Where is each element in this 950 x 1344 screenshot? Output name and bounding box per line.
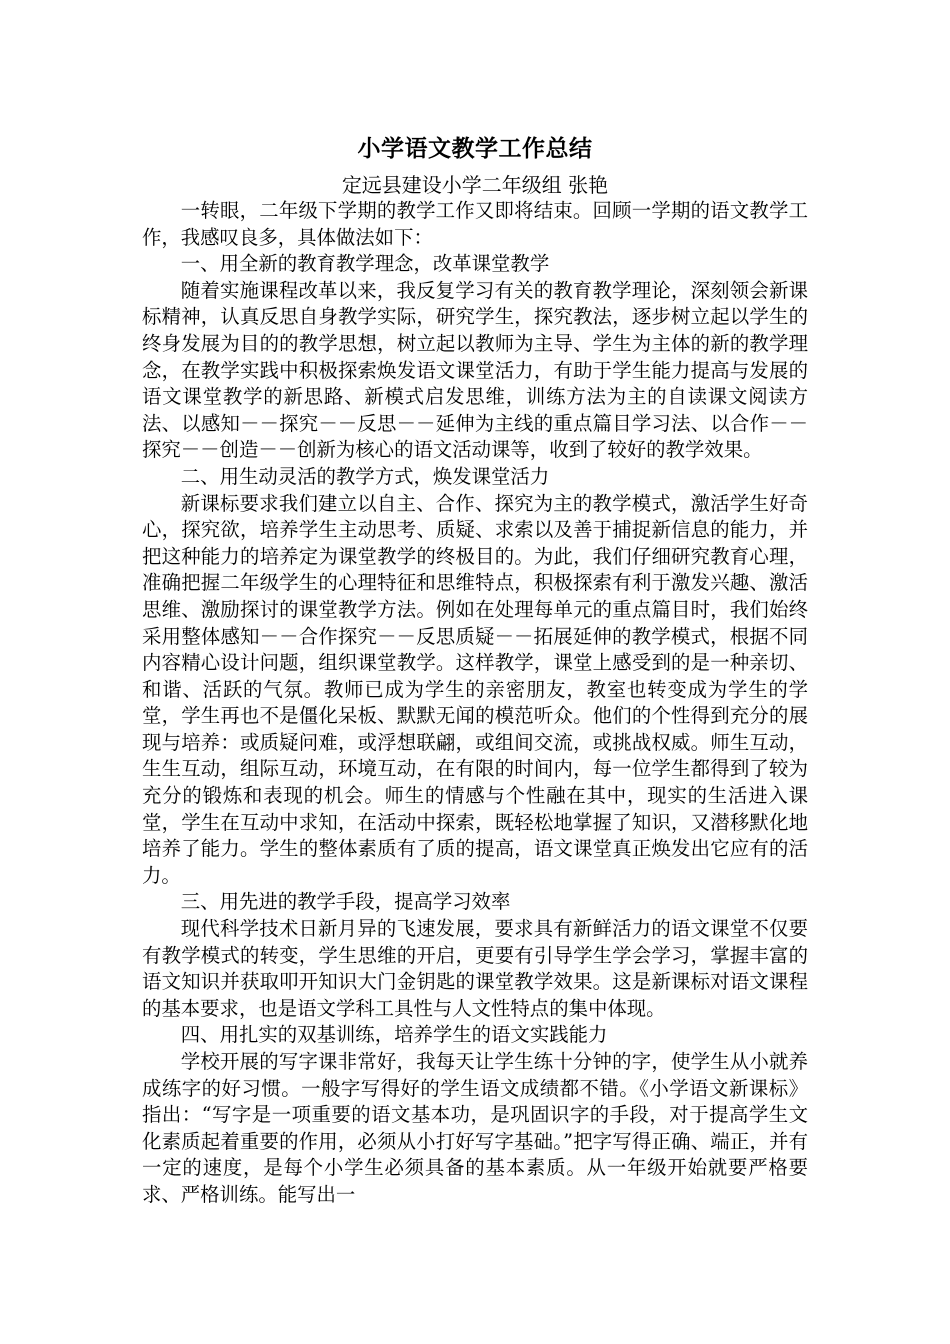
section-body-1: 随着实施课程改革以来，我反复学习有关的教育教学理论，深刻领会新课标精神，认真反思自身教学实际，研究学生，探究教法，逐步树立起以学生的终身发展为目的的教学思想，树立起以教师为主导、学生为主体的新的教学理念，在教学实践中积极探索焕发语文课堂活力，有助于学生能力提高与发展的语文课堂教学的新思路、新模式启发思维，训练方法为主的自读课文阅读方法、以感知－－探究－－反思－－延伸为主线的重点篇目学习法、以合作－－探究－－创造－－创新为核心的语文活动课等，收到了较好的教学效果。	[142, 278, 808, 462]
section-heading-1: 一、用全新的教育教学理念，改革课堂教学	[180, 252, 550, 276]
intro-paragraph: 一转眼，二年级下学期的教学工作又即将结束。回顾一学期的语文教学工作，我感叹良多，具体做法如下：	[142, 199, 808, 249]
section-heading-4: 四、用扎实的双基训练，培养学生的语文实践能力	[180, 1023, 608, 1047]
section-body-4: 学校开展的写字课非常好，我每天让学生练十分钟的字，使学生从小就养成练字的好习惯。一般字写得好的学生语文成绩都不错。《小学语文新课标》指出：“写字是一项重要的语文基本功，是巩固识字的手段，对于提高学生文化素质起着重要的作用，必须从小打好写字基础。”把字写得正确、端正，并有一定的速度，是每个小学生必须具备的基本素质。从一年级开始就要严格要求、严格训练。能写出一	[142, 1050, 808, 1206]
section-body-2: 新课标要求我们建立以自主、合作、探究为主的教学模式，激活学生好奇心，探究欲，培养学生主动思考、质疑、求索以及善于捕捉新信息的能力，并把这种能力的培养定为课堂教学的终极目的。为此，我们仔细研究教育心理，准确把握二年级学生的心理特征和思维特点，积极探索有利于激发兴趣、激活思维、激励探讨的课堂教学方法。例如在处理每单元的重点篇目时，我们始终采用整体感知－－合作探究－－反思质疑－－拓展延伸的教学模式，根据不同内容精心设计问题，组织课堂教学。这样教学，课堂上感受到的是一种亲切、和谐、活跃的气氛。教师已成为学生的亲密朋友，教室也转变成为学生的学堂，学生再也不是僵化呆板、默默无闻的模范听众。他们的个性得到充分的展现与培养：或质疑问难，或浮想联翩，或组间交流，或挑战权威。师生互动，生生互动，组际互动，环境互动，在有限的时间内，每一位学生都得到了较为充分的锻炼和表现的机会。师生的情感与个性融在其中，现实的生活进入课堂，学生在互动中求知，在活动中探索，既轻松地掌握了知识，又潜移默化地培养了能力。学生的整体素质有了质的提高，语文课堂真正焕发出它应有的活力。	[142, 491, 808, 887]
document-page	[142, 132, 808, 1209]
section-heading-3: 三、用先进的教学手段，提高学习效率	[180, 890, 511, 914]
document-title: 小学语文教学工作总结	[357, 136, 593, 162]
section-body-3: 现代科学技术日新月异的飞速发展，要求具有新鲜活力的语文课堂不仅要有教学模式的转变，学生思维的开启，更要有引导学生学会学习，掌握丰富的语文知识并获取叩开知识大门金钥匙的课堂教学效果。这是新课标对语文课程的基本要求，也是语文学科工具性与人文性特点的集中体现。	[142, 917, 808, 1020]
section-heading-2: 二、用生动灵活的教学方式，焕发课堂活力	[180, 464, 550, 488]
author-line: 定远县建设小学二年级组 张艳	[341, 173, 609, 197]
